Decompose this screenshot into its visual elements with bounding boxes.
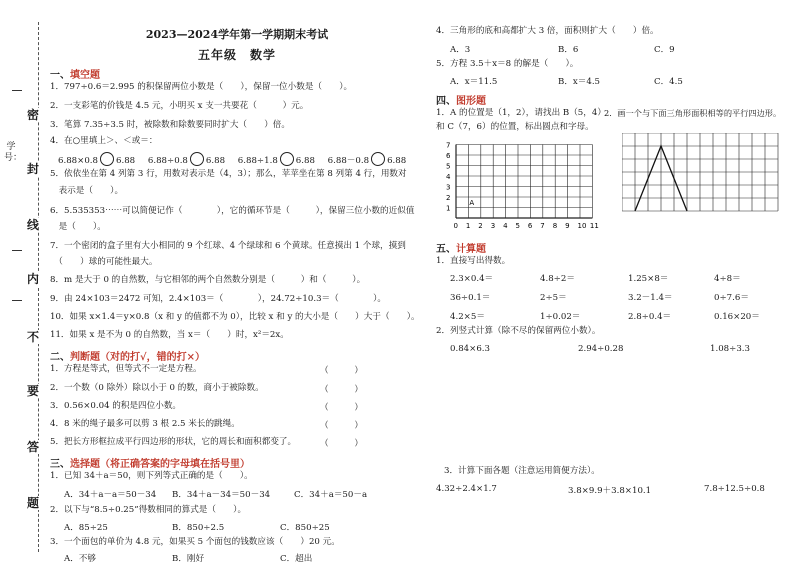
y-tick: 4 [446, 173, 451, 181]
fill-question: 表示是（ ）。 [50, 186, 124, 196]
judge-question: 4．8 米的绳子最多可以剪 3 根 2.5 米长的跳绳。 [50, 419, 240, 429]
answer-paren[interactable]: （ ） [320, 366, 363, 376]
choice-question: 1．已知 34＋a＝50，则下列等式正确的是（ ）。 [50, 471, 253, 481]
seal-char: 要 [26, 384, 39, 398]
x-tick: 9 [565, 222, 570, 230]
y-tick-labels [446, 142, 451, 213]
figure-question: 2．画一个与下面三角形面积相等的平行四边形。 [604, 108, 782, 118]
direct-calc: 4÷8＝ [714, 274, 741, 284]
seal-char: 封 [26, 162, 39, 176]
seal-char: 线 [26, 218, 39, 232]
compare-circle[interactable] [190, 152, 204, 166]
choice-question: 4．三角形的底和高都扩大 3 倍，面积则扩大（ ）倍。 [436, 26, 659, 36]
seal-dashed-line [38, 22, 39, 552]
fill-question: （ ）球的可能性最大。 [50, 257, 158, 267]
judge-question: 1．方程是等式，但等式不一定是方程。 [50, 364, 202, 374]
fill-question: 2．一支彩笔的价钱是 4.5 元，小明买 x 支一共要花（ ）元。 [50, 101, 309, 111]
compare-circle[interactable] [371, 152, 385, 166]
choice-option[interactable]: B．850÷2.5 [172, 523, 225, 533]
direct-calc: 0÷7.6＝ [714, 293, 749, 303]
answer-paren[interactable]: （ ） [320, 421, 363, 431]
choice-option[interactable]: B．刚好 [172, 554, 205, 564]
side-rule [12, 250, 22, 251]
section-choice-heading: 三、选择题（将正确答案的字母填在括号里） [50, 459, 250, 470]
direct-calc: 36÷0.1＝ [450, 293, 491, 303]
fill-question: 6．5.535353⋯⋯可以简便记作（ ），它的循环节是（ ），保留三位小数的近似值 [50, 206, 415, 216]
x-tick: 0 [453, 222, 458, 230]
section-calc-heading: 五、计算题 [436, 244, 486, 255]
choice-question: 3．一个面包的单价为 4.8 元，如果买 5 个面包的钱数应该（ ）20 元。 [50, 537, 340, 547]
direct-calc: 1÷0.02＝ [540, 312, 581, 322]
calc-subtitle: 2．列竖式计算（除不尽的保留两位小数）。 [436, 326, 601, 336]
direct-calc: 2.3×0.4＝ [450, 274, 494, 284]
fill-question: 11．如果 x 是不为 0 的自然数，当 x＝（ ）时，x²＝2x。 [50, 330, 289, 340]
choice-question: 2．以下与“8.5÷0.25”得数相同的算式是（ ）。 [50, 505, 247, 515]
coordinate-grid-lines [456, 145, 592, 219]
direct-calc: 4.2×5＝ [450, 312, 485, 322]
vertical-calc: 0.84×6.3 [450, 344, 491, 354]
choice-option[interactable]: C．4.5 [654, 77, 683, 87]
direct-calc: 4.8÷2＝ [540, 274, 575, 284]
y-tick: 1 [446, 204, 451, 213]
choice-option[interactable]: A．3 [450, 45, 471, 55]
section-fill-heading: 一、填空题 [50, 70, 100, 81]
choice-option[interactable]: B．34＋a－34＝50－34 [172, 490, 271, 500]
choice-option[interactable]: C．9 [654, 45, 675, 55]
choice-option[interactable]: B．6 [558, 45, 579, 55]
x-tick: 8 [552, 222, 558, 230]
judge-question: 3．0.56×0.04 的积是四位小数。 [50, 401, 182, 411]
judge-question: 2．一个数（0 除外）除以小于 0 的数，商小于被除数。 [50, 383, 264, 393]
seal-char: 不 [26, 330, 39, 344]
section-figure-heading: 四、图形题 [436, 96, 486, 107]
choice-option[interactable]: A．85÷25 [64, 523, 108, 533]
figure-question: 和 C（7，6）的位置，标出圆点和字母。 [436, 122, 594, 132]
x-tick: 5 [515, 222, 520, 230]
direct-calc: 2.8÷0.4＝ [628, 312, 672, 322]
y-tick: 2 [446, 194, 451, 202]
calc-subtitle: 1．直接写出得数。 [436, 256, 511, 266]
seal-char: 内 [26, 272, 39, 286]
y-tick: 7 [446, 141, 451, 150]
seal-char: 密 [26, 108, 39, 122]
compare-row: 6.88×0.8 6.88 6.88÷0.8 6.88 6.88÷1.8 6.88 6.88－0.8 6.88 [58, 152, 406, 167]
compare-circle[interactable] [280, 152, 294, 166]
choice-option[interactable]: C．超出 [280, 554, 313, 564]
vertical-calc: 2.94÷0.28 [578, 344, 624, 354]
triangle-grid-lines [622, 133, 778, 211]
direct-calc: 2÷5＝ [540, 293, 567, 303]
point-a-label: A [469, 199, 475, 207]
simple-calc: 7.8÷12.5÷0.8 [704, 484, 765, 494]
fill-question: 9．由 24×103＝2472 可知，2.4×103＝（ ），24.72÷10.3＝（ ）。 [50, 294, 387, 304]
direct-calc: 1.25×8＝ [628, 274, 669, 284]
x-tick: 3 [490, 222, 496, 230]
x-tick: 6 [527, 222, 533, 230]
fill-question: 1．797÷0.6＝2.995 的积保留两位小数是（ ），保留一位小数是（ ）。 [50, 82, 353, 92]
x-tick: 7 [540, 222, 545, 230]
seal-char: 题 [26, 496, 39, 510]
y-tick: 5 [446, 162, 451, 171]
answer-paren[interactable]: （ ） [320, 385, 363, 395]
choice-option[interactable]: A．34＋a－a＝50－34 [64, 490, 157, 500]
binding-margin [0, 0, 46, 562]
simple-calc: 3.8×9.9＋3.8×10.1 [568, 486, 652, 496]
y-tick: 3 [446, 183, 451, 192]
fill-question: 7．一个密闭的盒子里有大小相同的 9 个红球、4 个绿球和 6 个黄球。任意摸出 1 个球，摸到 [50, 241, 406, 251]
fill-question: 8．m 是大于 0 的自然数，与它相邻的两个自然数分别是（ ）和（ ）。 [50, 275, 366, 285]
right-column [436, 0, 786, 562]
fill-question: 3．笔算 7.35÷3.5 时，被除数和除数要同时扩大（ ）倍。 [50, 120, 290, 130]
choice-option[interactable]: A．不够 [64, 554, 96, 564]
fill-question: 10．如果 x×1.4＝y×0.8（x 和 y 的值都不为 0），比较 x 和 y 的大小是（ ）大于（ ）。 [50, 312, 420, 322]
triangle-grid[interactable] [622, 133, 782, 223]
student-number-label: 学号： [4, 142, 23, 163]
left-column [50, 0, 424, 562]
coordinate-grid[interactable] [444, 136, 604, 234]
compare-circle[interactable] [100, 152, 114, 166]
side-rule [12, 90, 22, 91]
figure-question: 1．A 的位置是（1，2），请找出 B（5，4） [436, 108, 606, 118]
fill-question: 5．依依坐在第 4 列第 3 行，用数对表示是（4，3）；那么，苹苹坐在第 8 列第 4 行，用数对 [50, 169, 407, 179]
section-judge-heading: 二、判断题（对的打√，错的打×） [50, 352, 205, 363]
direct-calc: 0.16×20＝ [714, 312, 760, 322]
x-tick: 1 [465, 222, 471, 230]
exam-subtitle: 五年级 数学 [197, 48, 276, 62]
choice-option[interactable]: B．x＝4.5 [558, 77, 601, 87]
seal-char: 答 [26, 440, 39, 454]
answer-paren[interactable]: （ ） [320, 439, 363, 449]
answer-paren[interactable]: （ ） [320, 403, 363, 413]
judge-question: 5．把长方形框拉成平行四边形的形状，它的周长和面积都变了。 [50, 437, 297, 447]
x-tick: 10 [577, 222, 587, 230]
side-rule [12, 300, 22, 301]
y-tick: 6 [446, 152, 451, 160]
fill-question: 4．在○里填上＞、＜或＝： [50, 136, 158, 146]
vertical-calc: 1.08÷3.3 [710, 344, 751, 354]
x-tick: 4 [503, 222, 508, 230]
simple-calc: 4.32÷2.4×1.7 [436, 484, 497, 494]
exam-title: 2023—2024学年第一学期期末考试 [145, 28, 329, 41]
choice-option[interactable]: C．850÷25 [280, 523, 330, 533]
direct-calc: 3.2－1.4＝ [628, 293, 673, 303]
choice-question: 5．方程 3.5＋x＝8 的解是（ ）。 [436, 59, 579, 69]
x-tick: 2 [478, 222, 483, 230]
choice-option[interactable]: A．x＝11.5 [450, 77, 498, 87]
choice-option[interactable]: C．34＋a＝50－a [294, 490, 368, 500]
fill-question: 是（ ）。 [50, 222, 106, 232]
calc-subtitle: 3．计算下面各题（注意运用简便方法）。 [444, 466, 600, 476]
x-tick: 11 [589, 222, 599, 230]
x-tick-labels [454, 222, 599, 230]
